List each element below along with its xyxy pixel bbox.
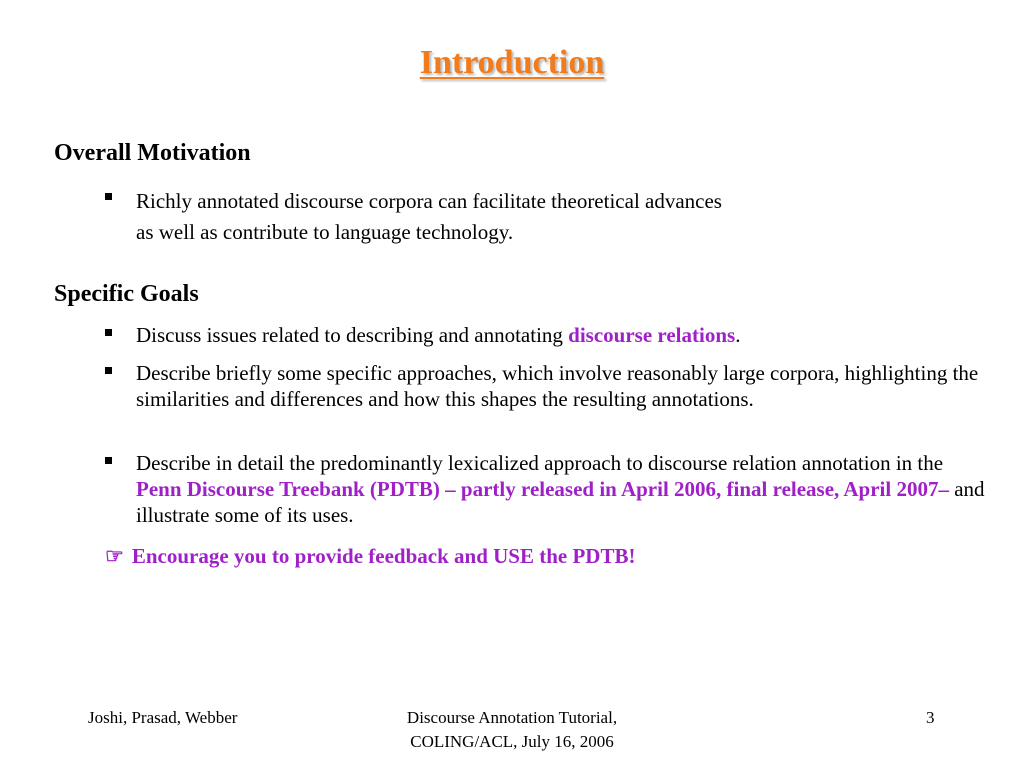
encourage-text: Encourage you to provide feedback and USE the PDTB! bbox=[131, 544, 636, 568]
section-heading-goals: Specific Goals bbox=[54, 281, 199, 307]
pointing-hand-icon: ☞ bbox=[105, 544, 124, 568]
square-bullet-icon bbox=[105, 457, 112, 464]
footer-event-line: COLING/ACL, July 16, 2006 bbox=[410, 732, 614, 751]
bullet-text bbox=[136, 322, 985, 348]
bullet-plain-text: Discuss issues related to describing and annotating bbox=[136, 323, 569, 347]
square-bullet-icon bbox=[105, 193, 112, 200]
bullet-plain-text: Describe in detail the predominantly lexicalized approach to discourse relation annotation in the bbox=[136, 451, 944, 475]
slide-title: Introduction bbox=[419, 44, 605, 81]
bullet-line: as well as contribute to language technology. bbox=[136, 220, 514, 244]
footer-event-line: Discourse Annotation Tutorial, bbox=[406, 708, 618, 727]
bullet-motivation bbox=[105, 186, 985, 248]
bullet-goal-approaches bbox=[105, 360, 985, 412]
section-heading-motivation: Overall Motivation bbox=[54, 140, 251, 166]
bullet-trailing-text: and illustrate some of its uses. bbox=[136, 477, 985, 527]
bullet-trailing-text: . bbox=[735, 323, 741, 347]
bullet-text bbox=[136, 450, 985, 528]
footer-authors: Joshi, Prasad, Webber bbox=[88, 708, 238, 727]
encourage-callout bbox=[105, 544, 635, 569]
bullet-text bbox=[136, 186, 985, 248]
bullet-goal-pdtb bbox=[105, 450, 985, 528]
highlight-discourse-relations: discourse relations bbox=[568, 323, 736, 347]
page-number: 3 bbox=[926, 708, 935, 727]
bullet-goal-discuss bbox=[105, 322, 985, 348]
bullet-line: Richly annotated discourse corpora can facilitate theoretical advances bbox=[136, 189, 722, 213]
square-bullet-icon bbox=[105, 329, 112, 336]
square-bullet-icon bbox=[105, 367, 112, 374]
footer-event bbox=[362, 706, 662, 754]
bullet-text: Describe briefly some specific approaches, which involve reasonably large corpora, highlighting the similarities and differences and how this shapes the resulting annotations. bbox=[136, 361, 979, 411]
highlight-pdtb: Penn Discourse Treebank (PDTB) – partly released in April 2006, final release, April 2007– bbox=[136, 477, 949, 501]
